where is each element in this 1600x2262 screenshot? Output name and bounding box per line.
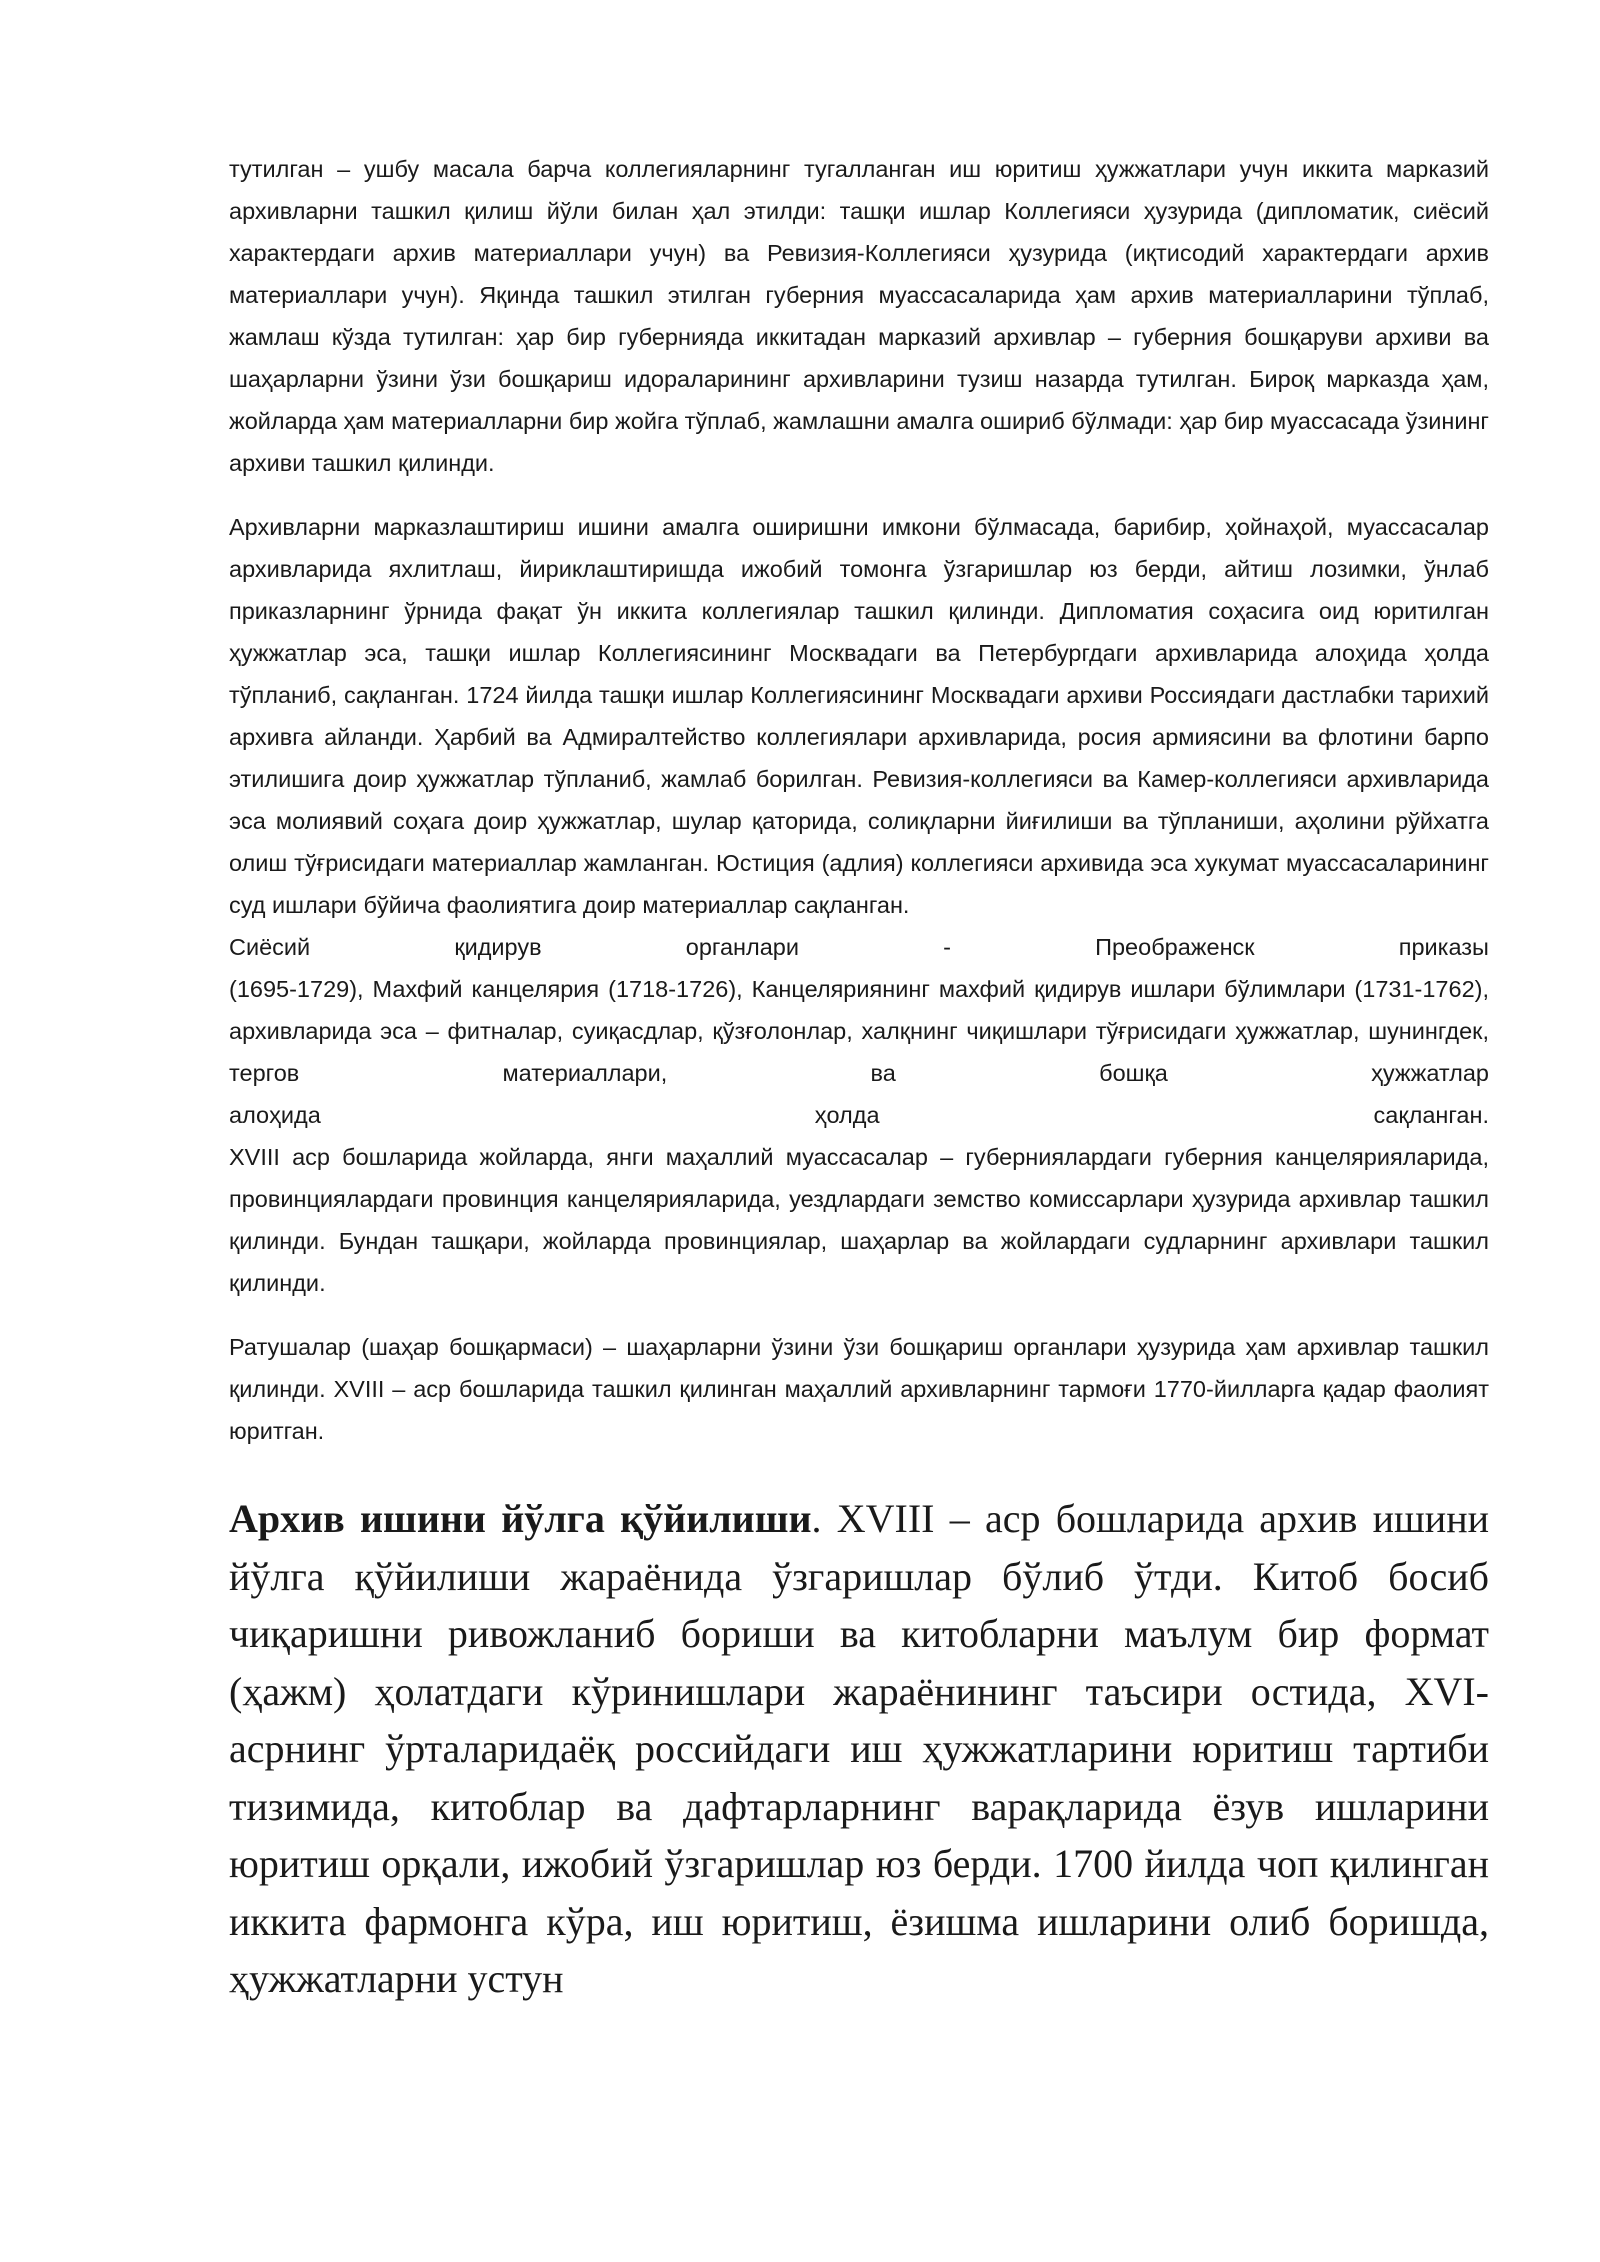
spread-word: алоҳида xyxy=(229,1102,321,1128)
paragraph-2-spread-line-2 xyxy=(229,1094,1489,1136)
paragraph-4 xyxy=(229,1490,1489,2008)
paragraph-2-part-2: (1695-1729), Махфий канцелярия (1718-1726), Канцеляриянинг махфий қидирув ишлари бўлимлари (1731-1762), архивларида эса – фитналар, суиқасдлар, қўзғолонлар, халқнинг чиқишлари тўғрисидаги ҳужжатлар, шунингдек, тергов материаллари, ва бошқа ҳужжатлар xyxy=(229,976,1489,1086)
spread-word: приказы xyxy=(1398,934,1489,960)
spread-word: - xyxy=(943,934,951,960)
document-page xyxy=(229,148,1489,2008)
paragraph-2-spread-line xyxy=(229,926,1489,968)
paragraph-2-part-3: XVIII аср бошларида жойларда, янги маҳаллий муассасалар – губерниялардаги губерния канцелярияларида, провинциялардаги провинция канцелярияларида, уездлардаги земство комиссарлари ҳузурида архивлар ташкил қилинди. Бундан ташқари, жойларда провинциялар, шаҳарлар ва жойлардаги судларнинг архивлари ташкил қилинди. xyxy=(229,1144,1489,1296)
spread-word: Сиёсий xyxy=(229,934,311,960)
spread-word: сақланган. xyxy=(1373,1102,1489,1128)
paragraph-3: Ратушалар (шаҳар бошқармаси) – шаҳарларни ўзини ўзи бошқариш органлари ҳузурида ҳам архивлар ташкил қилинди. XVIII – аср бошларида ташкил қилинган маҳаллий архивларнинг тармоғи 1770-йилларга қадар фаолият юритган. xyxy=(229,1334,1489,1444)
paragraph-2-part-1: Архивларни марказлаштириш ишини амалга оширишни имкони бўлмасада, барибир, ҳойнаҳой, муассасалар архивларида яхлитлаш, йириклаштиришда ижобий томонга ўзгаришлар юз берди, айтиш лозимки, ўнлаб приказларнинг ўрнида фақат ўн иккита коллегиялар ташкил қилинди. Дипломатия соҳасига оид юритилган ҳужжатлар эса, ташқи ишлар Коллегиясининг Москвадаги ва Петербургдаги архивларида алоҳида ҳолда тўпланиб, сақланган. 1724 йилда ташқи ишлар Коллегиясининг Москвадаги архиви Россиядаги дастлабки тарихий архивга айланди. Ҳарбий ва Адмиралтейство коллегиялари архивларида, росия армиясини ва флотини барпо этилишига доир ҳужжатлар тўпланиб, жамлаб борилган. Ревизия-коллегияси ва Камер-коллегияси архивларида эса молиявий соҳага доир ҳужжатлар, шулар қаторида, солиқларни йиғилиши ва тўпланиши, аҳолини рўйхатга олиш тўғрисидаги материаллар жамланган. Юстиция (адлия) коллегияси архивида эса хукумат муассасаларининг суд ишлари бўйича фаолиятига доир материаллар сақланган. xyxy=(229,514,1489,918)
spread-word: органлари xyxy=(685,934,799,960)
paragraph-1: тутилган – ушбу масала барча коллегияларнинг тугалланган иш юритиш ҳужжатлари учун иккита марказий архивларни ташкил қилиш йўли билан ҳал этилди: ташқи ишлар Коллегияси ҳузурида (дипломатик, сиёсий характердаги архив материаллари учун) ва Ревизия-Коллегияси ҳузурида (иқтисодий характердаги архив материаллари учун). Яқинда ташкил этилган губерния муассасаларида ҳам архив материалларини тўплаб, жамлаш кўзда тутилган: ҳар бир губернияда иккитадан марказий архивлар – губерния бошқаруви архиви ва шаҳарларни ўзини ўзи бошқариш идораларининг архивларини тузиш назарда тутилган. Бироқ марказда ҳам, жойларда ҳам материалларни бир жойга тўплаб, жамлашни амалга ошириб бўлмади: ҳар бир муассасада ўзининг архиви ташкил қилинди. xyxy=(229,156,1489,476)
paragraph-4-body: . XVIII – аср бошларида архив ишини йўлга қўйилиши жараёнида ўзгаришлар бўлиб ўтди. Китоб босиб чиқаришни ривожланиб бориши ва китобларни маълум бир формат (ҳажм) ҳолатдаги кўринишлари жараёнининг таъсири остида, XVI-асрнинг ўрталаридаёқ российдаги иш ҳужжатларини юритиш тартиби тизимида, китоблар ва дафтарларнинг варақларида ёзув ишларини юритиш орқали, ижобий ўзгаришлар юз берди. 1700 йилда чоп қилинган иккита фармонга кўра, иш юритиш, ёзишма ишларини олиб боришда, ҳужжатларни устун xyxy=(229,1496,1489,2001)
spread-word: қидирув xyxy=(454,934,542,960)
spread-word: Преображенск xyxy=(1095,934,1255,960)
paragraph-2 xyxy=(229,506,1489,1304)
section-heading-inline: Архив ишини йўлга қўйилиши xyxy=(229,1496,812,1541)
spread-word: ҳолда xyxy=(814,1102,880,1128)
